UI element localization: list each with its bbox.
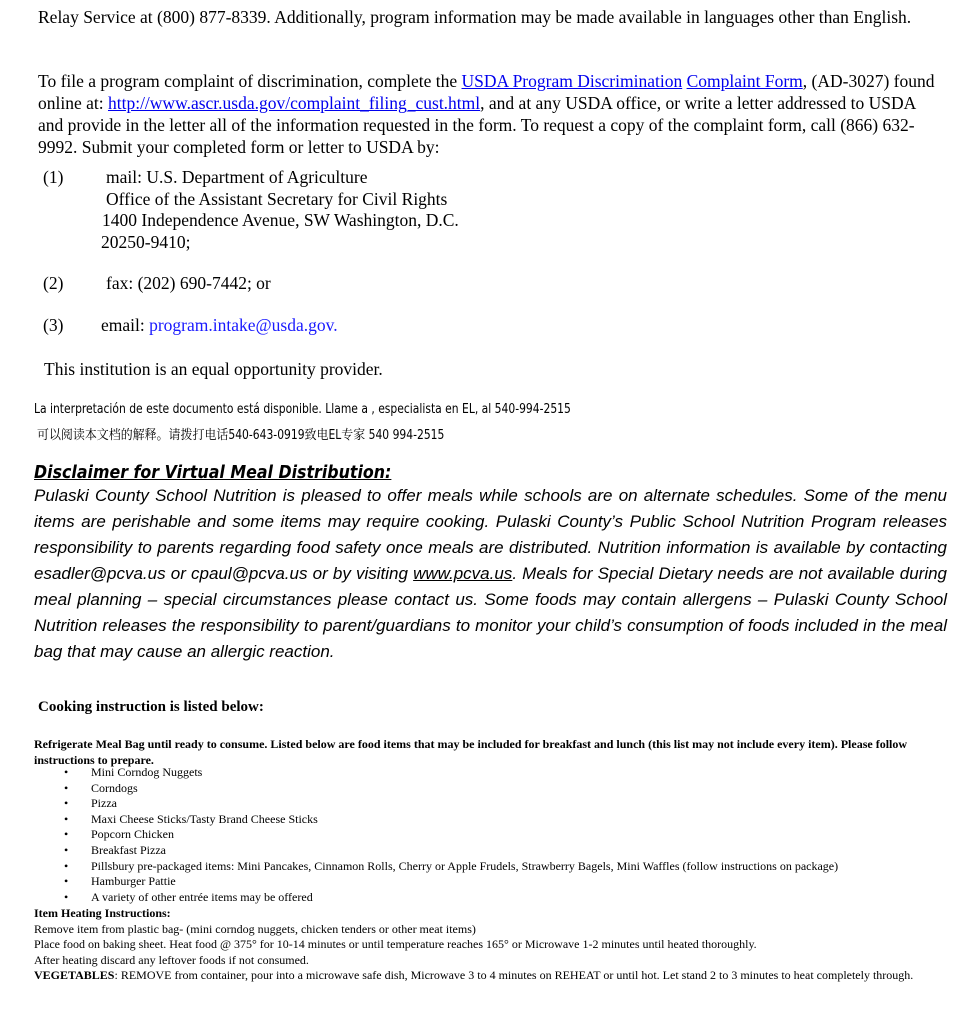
interpretation-chinese: 可以阅读本文档的解释。请拨打电话540-643-0919致电EL专家 540 994-2515 <box>37 428 445 443</box>
interpretation-spanish: La interpretación de este documento está disponible. Llame a , especialista en EL, al 540-994-2515 <box>34 402 571 417</box>
bullet-icon: • <box>64 765 69 779</box>
disclaimer-text-2: . Meals for Special Dietary needs are not available during meal planning – special circumstances please contact us. Some foods may contain allergens – Pulaski County School Nutrition releases the responsibility to parent/guardians to monitor your child’s consumption of foods included in the meal bag that may cause an allergic reaction. <box>34 564 948 661</box>
complaint-after-links: , (AD-3027) found online at: <box>38 71 935 113</box>
bullet-icon: • <box>64 827 69 842</box>
equal-opportunity-statement: This institution is an equal opportunity provider. <box>44 359 383 379</box>
complaint-paragraph <box>38 70 938 158</box>
heating-line: After heating discard any leftover foods if not consumed. <box>34 952 309 967</box>
list-item <box>34 796 838 812</box>
relay-service-paragraph: Relay Service at (800) 877-8339. Additionally, program information may be made available in languages other than English. <box>38 7 912 27</box>
refrigerate-instructions: Refrigerate Meal Bag until ready to consume. Listed below are food items that may be included for breakfast and lunch (this list may not include every item). Please follow instructions to prepare. <box>34 737 908 767</box>
disclaimer-body <box>34 483 947 665</box>
food-item-label: Maxi Cheese Sticks/Tasty Brand Cheese Sticks <box>91 811 318 826</box>
mail-line-3: 1400 Independence Avenue, SW Washington, D.C. <box>102 210 459 230</box>
heating-instructions <box>34 906 944 984</box>
food-item-label: Pillsbury pre-packaged items: Mini Pancakes, Cinnamon Rolls, Cherry or Apple Frudels, Strawberry Bagels, Mini Waffles (follow instructions on package) <box>91 858 839 873</box>
bullet-icon: • <box>64 780 69 795</box>
food-item-label: Mini Corndog Nuggets <box>91 765 203 779</box>
list-item <box>34 843 838 859</box>
list-item <box>34 859 838 875</box>
bullet-icon: • <box>64 796 69 811</box>
list-item <box>34 890 838 906</box>
list-item <box>34 827 838 843</box>
food-item-label: Breakfast Pizza <box>91 842 166 857</box>
food-item-label: Corndogs <box>91 780 138 795</box>
bullet-icon: • <box>64 858 69 873</box>
mail-line-2: Office of the Assistant Secretary for Civil Rights <box>106 188 448 209</box>
bullet-icon: • <box>64 842 69 857</box>
food-item-label: A variety of other entrée items may be offered <box>91 889 313 904</box>
disclaimer-text-1: Pulaski County School Nutrition is pleased to offer meals while schools are on alternate schedules. Some of the menu items are perishable and some items may require cooking. Pulaski County’s Public School Nutrition Program releases responsibility to parents regarding food safety once meals are distributed. Nutrition information is available by contacting esadler@pcva.us or cpaul@pcva.us or by visiting <box>34 486 947 583</box>
complaint-form-link[interactable]: Complaint Form <box>686 71 803 91</box>
mail-line-4: 20250-9410; <box>101 231 191 252</box>
complaint-url-link[interactable]: http://www.ascr.usda.gov/complaint_filing_cust.html <box>107 93 481 113</box>
vegetables-instructions <box>34 968 944 984</box>
list-item <box>34 874 838 890</box>
usda-program-discrimination-link[interactable]: USDA Program Discrimination <box>461 71 683 91</box>
list-item <box>34 765 838 781</box>
bullet-icon: • <box>64 889 69 904</box>
food-items-list <box>34 765 838 905</box>
list-item <box>34 781 838 797</box>
complaint-intro: To file a program complaint of discrimination, complete the <box>38 71 462 91</box>
disclaimer-title: Disclaimer for Virtual Meal Distribution: <box>34 462 392 483</box>
bullet-icon: • <box>64 874 69 889</box>
list-item <box>34 812 838 828</box>
complaint-rest: , and at any USDA office, or write a letter addressed to USDA and provide in the letter all of the information requested in the form. To request a copy of the complaint form, call (866) 632-9992. Submit your completed form or letter to USDA by: <box>38 93 916 157</box>
food-item-label: Pizza <box>91 796 117 811</box>
pcva-website-link[interactable]: www.pcva.us <box>413 564 513 583</box>
fax-text: fax: (202) 690-7442; or <box>106 273 271 293</box>
item-number: (2) <box>43 273 64 293</box>
vegetables-text: : REMOVE from container, pour into a microwave safe dish, Microwave 3 to 4 minutes on REHEAT or until hot. Let stand 2 to 3 minutes to heat completely through. <box>114 968 914 983</box>
heating-line: Place food on baking sheet. Heat food @ 375° for 10-14 minutes or until temperature reaches 165° or Microwave 1-2 minutes until heated thoroughly. <box>34 937 757 952</box>
bullet-icon: • <box>64 811 69 826</box>
item-number: (1) <box>43 167 64 187</box>
mail-line-1: mail: U.S. Department of Agriculture <box>106 167 368 187</box>
cooking-title: Cooking instruction is listed below: <box>38 699 264 715</box>
email-link[interactable]: program.intake@usda.gov. <box>149 315 338 335</box>
food-item-label: Hamburger Pattie <box>91 874 176 889</box>
heating-title: Item Heating Instructions: <box>34 906 171 920</box>
food-item-label: Popcorn Chicken <box>91 827 174 842</box>
heating-line: Remove item from plastic bag- (mini corndog nuggets, chicken tenders or other meat items) <box>34 921 476 936</box>
item-number: (3) <box>43 315 64 335</box>
email-label: email: <box>101 315 150 335</box>
vegetables-label: VEGETABLES <box>34 968 115 983</box>
